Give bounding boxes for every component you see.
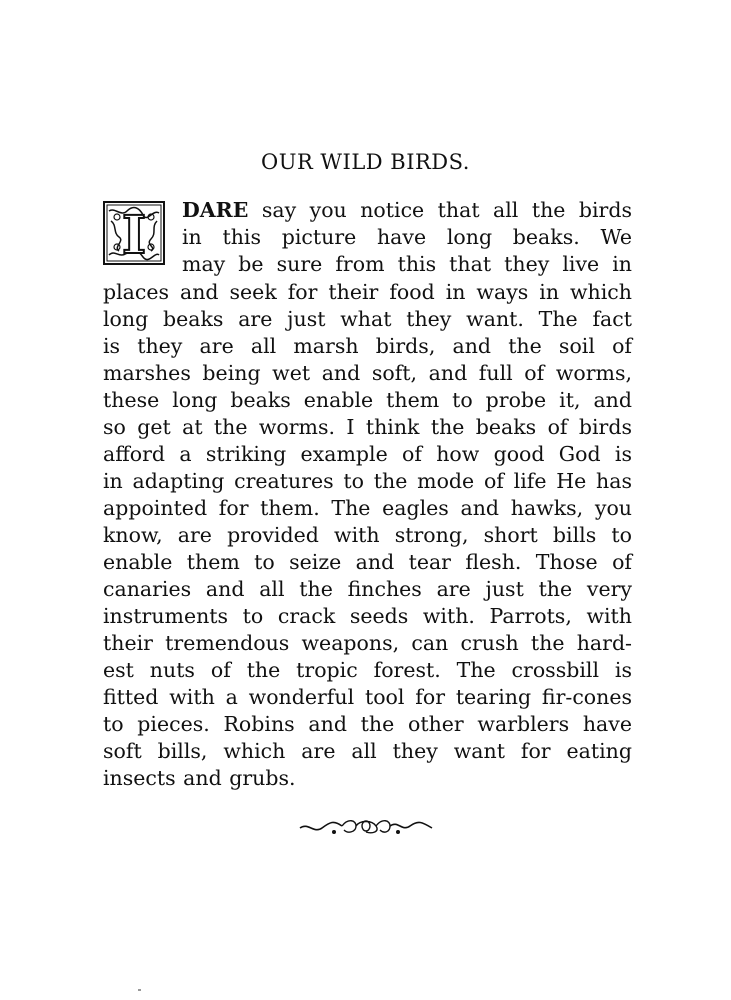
text-line-13: know, are provided with strong, short bills to	[103, 523, 632, 547]
drop-cap-ornament	[103, 201, 165, 265]
text-line-11: in adapting creatures to the mode of life He has	[103, 469, 632, 493]
text-line-7: marshes being wet and soft, and full of worms,	[103, 361, 632, 385]
text-line-22: insects and grubs.	[103, 766, 296, 790]
text-line-19: fitted with a wonderful tool for tearing fir-cones	[103, 685, 632, 709]
text-line-3: may be sure from this that they live in	[182, 252, 632, 276]
text-line-1-rest: say you notice that all the birds	[261, 198, 632, 222]
text-line-8: these long beaks enable them to probe it, and	[103, 388, 632, 412]
text-line-5: long beaks are just what they want. The fact	[103, 307, 632, 331]
text-line-2: in this picture have long beaks. We	[182, 225, 632, 249]
text-line-6: is they are all marsh birds, and the soil of	[103, 334, 632, 358]
text-line-14: enable them to seize and tear flesh. Those of	[103, 550, 632, 574]
text-line-10: afford a striking example of how good God is	[103, 442, 632, 466]
drop-cap-letter: I	[121, 205, 147, 265]
text-line-4: places and seek for their food in ways in which	[103, 280, 632, 304]
tailpiece-ornament-icon	[298, 812, 434, 842]
text-line-9: so get at the worms. I think the beaks of birds	[103, 415, 632, 439]
text-line-12: appointed for them. The eagles and hawks, you	[103, 496, 632, 520]
text-line-15: canaries and all the finches are just the very	[103, 577, 632, 601]
text-line-17: their tremendous weapons, can crush the hard-	[103, 631, 632, 655]
text-line-20: to pieces. Robins and the other warblers have	[103, 712, 632, 736]
text-line-18: est nuts of the tropic forest. The crossbill is	[103, 658, 632, 682]
text-line-21: soft bills, which are all they want for eating	[103, 739, 632, 763]
text-line-1	[182, 197, 632, 224]
page-speck	[138, 989, 141, 991]
page-title: OUR WILD BIRDS.	[261, 150, 470, 174]
text-line-16: instruments to crack seeds with. Parrots, with	[103, 604, 632, 628]
lead-word: DARE	[182, 198, 249, 222]
